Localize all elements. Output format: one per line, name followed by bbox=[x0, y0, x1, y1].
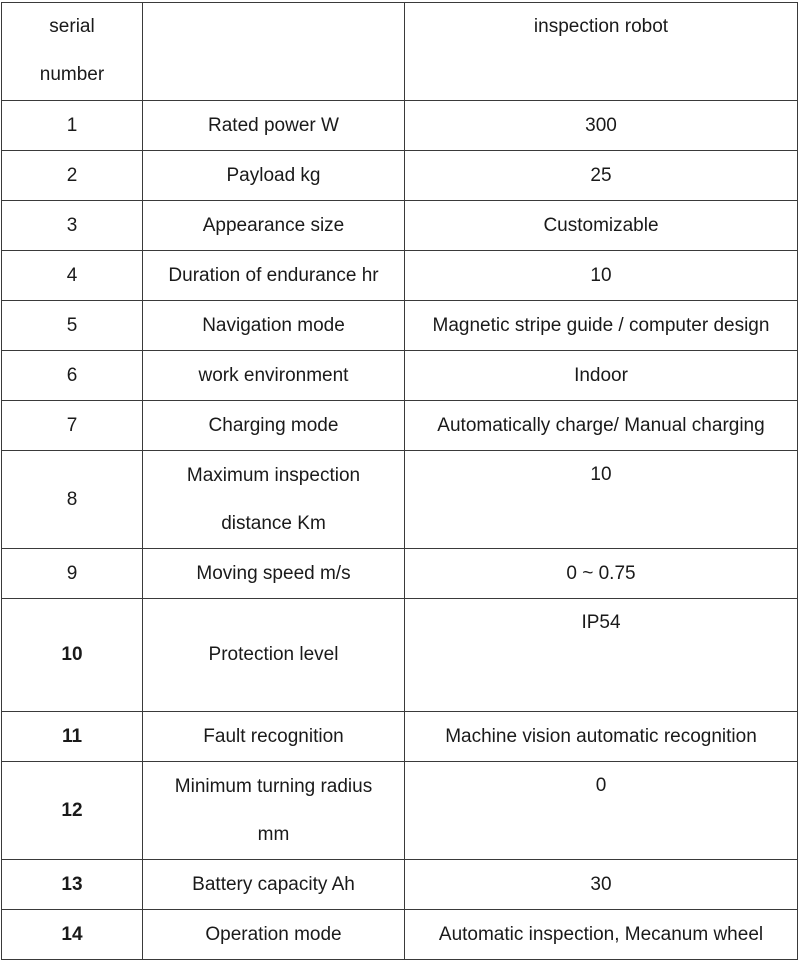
row-value: 30 bbox=[405, 860, 798, 910]
row-parameter: Rated power W bbox=[143, 101, 405, 151]
table-row bbox=[2, 101, 798, 151]
table-row bbox=[2, 599, 798, 712]
row-value: 25 bbox=[405, 151, 798, 201]
table-row bbox=[2, 451, 798, 549]
row-number: 8 bbox=[2, 451, 143, 549]
spec-table bbox=[1, 2, 798, 960]
row-number: 13 bbox=[2, 860, 143, 910]
row-number: 1 bbox=[2, 101, 143, 151]
table-row bbox=[2, 351, 798, 401]
row-value: 0 ~ 0.75 bbox=[405, 549, 798, 599]
row-parameter: Payload kg bbox=[143, 151, 405, 201]
row-parameter: Duration of endurance hr bbox=[143, 251, 405, 301]
table-row bbox=[2, 712, 798, 762]
row-parameter: Protection level bbox=[143, 599, 405, 712]
row-value: 0 bbox=[405, 762, 798, 860]
row-number: 5 bbox=[2, 301, 143, 351]
table-row bbox=[2, 201, 798, 251]
header-product: inspection robot bbox=[405, 3, 798, 101]
row-value: Indoor bbox=[405, 351, 798, 401]
row-parameter: Operation mode bbox=[143, 910, 405, 960]
row-number: 3 bbox=[2, 201, 143, 251]
row-number: 14 bbox=[2, 910, 143, 960]
row-value: Magnetic stripe guide / computer design bbox=[405, 301, 798, 351]
row-value: Automatically charge/ Manual charging bbox=[405, 401, 798, 451]
row-parameter: Navigation mode bbox=[143, 301, 405, 351]
row-value: 300 bbox=[405, 101, 798, 151]
table-row bbox=[2, 910, 798, 960]
row-value: Automatic inspection, Mecanum wheel bbox=[405, 910, 798, 960]
row-parameter: Battery capacity Ah bbox=[143, 860, 405, 910]
row-number: 7 bbox=[2, 401, 143, 451]
header-serial-number: serial number bbox=[2, 3, 143, 101]
row-parameter: Minimum turning radius mm bbox=[143, 762, 405, 860]
row-parameter: Fault recognition bbox=[143, 712, 405, 762]
table-row bbox=[2, 401, 798, 451]
row-value: 10 bbox=[405, 251, 798, 301]
row-number: 11 bbox=[2, 712, 143, 762]
row-value: 10 bbox=[405, 451, 798, 549]
row-number: 12 bbox=[2, 762, 143, 860]
table-row bbox=[2, 151, 798, 201]
header-row bbox=[2, 3, 798, 101]
table-row bbox=[2, 549, 798, 599]
table-row bbox=[2, 860, 798, 910]
row-number: 9 bbox=[2, 549, 143, 599]
row-value: Machine vision automatic recognition bbox=[405, 712, 798, 762]
row-parameter: Moving speed m/s bbox=[143, 549, 405, 599]
table-row bbox=[2, 301, 798, 351]
header-blank bbox=[143, 3, 405, 101]
row-value: Customizable bbox=[405, 201, 798, 251]
row-parameter: Appearance size bbox=[143, 201, 405, 251]
row-parameter: Maximum inspection distance Km bbox=[143, 451, 405, 549]
row-number: 2 bbox=[2, 151, 143, 201]
row-parameter: work environment bbox=[143, 351, 405, 401]
row-number: 4 bbox=[2, 251, 143, 301]
row-parameter: Charging mode bbox=[143, 401, 405, 451]
row-number: 10 bbox=[2, 599, 143, 712]
table-row bbox=[2, 251, 798, 301]
table-row bbox=[2, 762, 798, 860]
row-value: IP54 bbox=[405, 599, 798, 712]
row-number: 6 bbox=[2, 351, 143, 401]
